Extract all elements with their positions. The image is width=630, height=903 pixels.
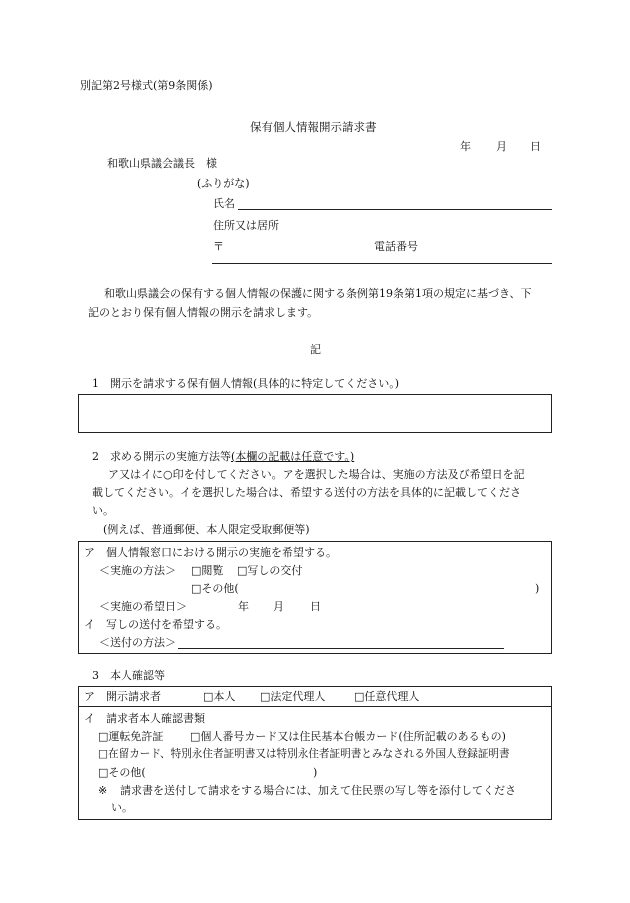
section3-divider [78, 706, 552, 707]
date-month-label: 月 [496, 140, 507, 153]
section2-note-2: 載してください。イを選択した場合は、希望する送付の方法を具体的に記載してくださ [92, 486, 521, 499]
note-mark: ※ [98, 784, 108, 797]
name-field-line[interactable] [238, 209, 552, 210]
requester-label: ア 開示請求者 [84, 690, 161, 703]
name-label: 氏名 [213, 197, 235, 210]
address-label: 住所又は居所 [213, 219, 279, 232]
date-day-label: 日 [530, 140, 541, 153]
method-other-close: ) [535, 582, 540, 595]
section3-heading: 3 本人確認等 [92, 669, 165, 682]
section2-heading-prefix: 2 求める開示の実施方法等 [92, 450, 231, 463]
method-other-checkbox[interactable]: □その他( [191, 582, 239, 595]
wish-month-label: 月 [273, 600, 284, 613]
form-title: 保有個人情報開示請求書 [250, 120, 377, 134]
wish-day-label: 日 [310, 600, 321, 613]
requester-legal-agent-checkbox[interactable]: □法定代理人 [260, 690, 326, 703]
send-method-field-line[interactable] [178, 648, 504, 649]
id-docs-label: イ 請求者本人確認書類 [84, 712, 205, 725]
doc-other-checkbox[interactable]: □その他( [98, 766, 146, 779]
section2-note-3: い。 [92, 504, 114, 517]
phone-label: 電話番号 [374, 240, 418, 253]
ki-label: 記 [310, 343, 321, 356]
doc-residence-card-checkbox[interactable]: □在留カード、特別永住者証明書又は特別永住者証明書とみなされる外国人登録証明書 [98, 748, 510, 760]
option-b-label[interactable]: イ 写しの送付を希望する。 [84, 618, 227, 631]
addressee: 和歌山県議会議長 様 [107, 157, 217, 170]
option-a-label[interactable]: ア 個人情報窓口における開示の実施を希望する。 [84, 546, 337, 559]
send-method-label: ＜送付の方法＞ [99, 636, 176, 649]
section1-input-box[interactable] [78, 394, 552, 433]
section1-heading: 1 開示を請求する保有個人情報(具体的に特定してください。) [92, 377, 400, 390]
date-year-label: 年 [460, 140, 471, 153]
address-field-line[interactable] [212, 263, 552, 264]
requester-self-checkbox[interactable]: □本人 [203, 690, 236, 703]
date-wish-label: ＜実施の希望日＞ [99, 600, 187, 613]
method-view-checkbox[interactable]: □閲覧 [191, 564, 224, 577]
doc-drivers-license-checkbox[interactable]: □運転免許証 [98, 730, 164, 743]
intro-line-1: 和歌山県議会の保有する個人情報の保護に関する条例第19条第1項の規定に基づき、下 [104, 287, 532, 300]
furigana-label: (ふりがな) [197, 177, 250, 190]
wish-year-label: 年 [238, 600, 249, 613]
note-line-2: い。 [111, 801, 133, 814]
section2-note-1: ア又はイに○印を付してください。アを選択した場合は、実施の方法及び希望日を記 [108, 468, 525, 481]
doc-my-number-card-checkbox[interactable]: □個人番号カード又は住民基本台帳カード(住所記載のあるもの) [190, 730, 506, 743]
note-line-1: 請求書を送付して請求をする場合には、加えて住民票の写し等を添付してくださ [120, 784, 516, 797]
doc-other-close: ) [313, 766, 318, 779]
section2-example: (例えば、普通郵便、本人限定受取郵便等) [103, 523, 310, 536]
form-id: 別記第2号様式(第9条関係) [80, 79, 213, 92]
method-label: ＜実施の方法＞ [99, 564, 176, 577]
section2-heading [92, 451, 354, 462]
method-copy-checkbox[interactable]: □写しの交付 [237, 564, 303, 577]
postal-mark: 〒 [213, 240, 224, 253]
section2-heading-optional: (本欄の記載は任意です。) [231, 450, 355, 463]
intro-line-2: 記のとおり保有個人情報の開示を請求します。 [88, 306, 319, 319]
requester-voluntary-agent-checkbox[interactable]: □任意代理人 [354, 690, 420, 703]
